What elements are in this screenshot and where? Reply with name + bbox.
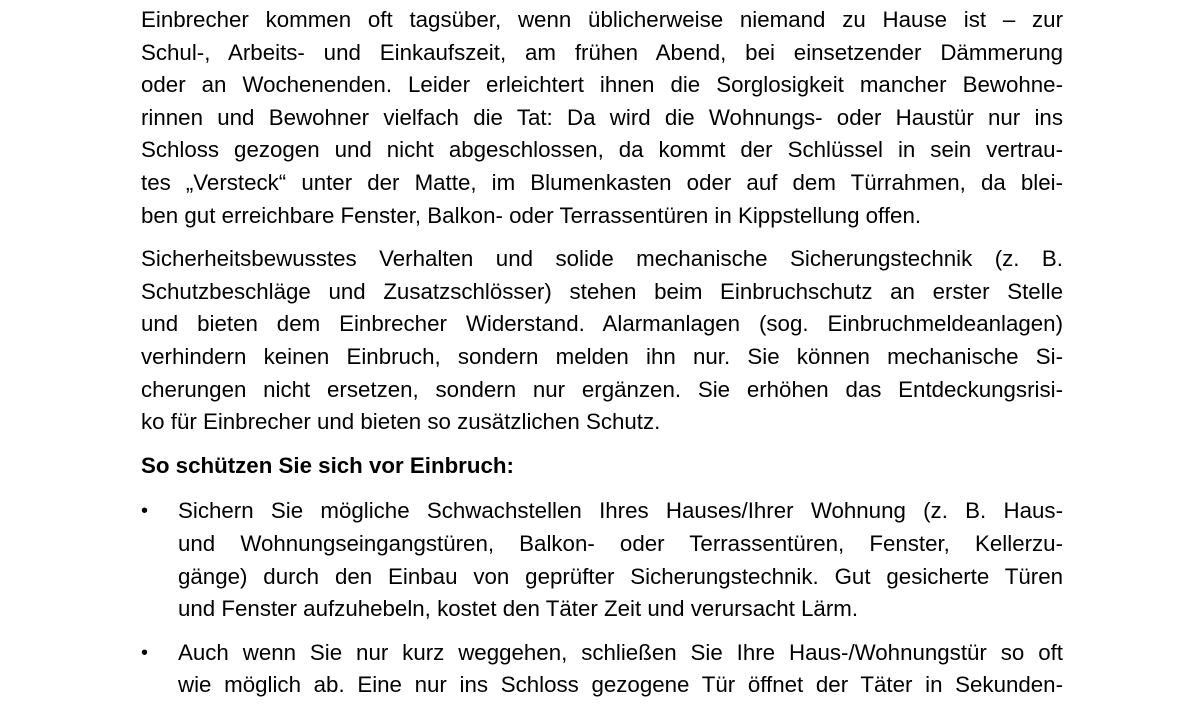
paragraph-spacer (141, 482, 1063, 495)
text-line: rinnen und Bewohner vielfach die Tat: Da wird die Wohnungs- oder Haustür nur ins (141, 104, 1063, 130)
bullet-icon: • (141, 500, 149, 523)
text-line: wie möglich ab. Eine nur ins Schloss gezogene Tür öffnet der Täter in Sekunden- (178, 672, 1063, 698)
tips-list (141, 495, 1063, 702)
text-line: gänge) durch den Einbau von geprüfter Sicherungstechnik. Gut gesicherte Türen (178, 563, 1063, 589)
text-line: Schloss gezogen und nicht abgeschlossen, da kommt der Schlüssel in sein vertrau- (141, 137, 1063, 163)
text-line: Sicherheitsbewusstes Verhalten und solide mechanische Sicherungstechnik (z. B. (141, 246, 1063, 272)
paragraph-spacer (141, 439, 1063, 450)
text-line: und Fenster aufzuhebeln, kostet den Täter Zeit und verursacht Lärm. (178, 596, 859, 622)
paragraph-security (141, 243, 1063, 439)
text-line: Auch wenn Sie nur kurz weggehen, schließen Sie Ihre Haus-/Wohnungstür so oft (178, 639, 1063, 665)
text-line: Schul-, Arbeits- und Einkaufszeit, am frühen Abend, bei einsetzender Dämmerung (141, 39, 1063, 65)
document-page (141, 4, 1063, 702)
list-item (141, 495, 1063, 625)
text-line: tes „Versteck“ unter der Matte, im Blumenkasten oder auf dem Türrahmen, da blei- (141, 169, 1063, 195)
text-line: ko für Einbrecher und bieten so zusätzlichen Schutz. (141, 409, 661, 435)
text-line: Einbrecher kommen oft tagsüber, wenn üblicherweise niemand zu Hause ist – zur (141, 7, 1063, 32)
text-line: verhindern keinen Einbruch, sondern melden ihn nur. Sie können mechanische Si- (141, 343, 1063, 369)
text-line: Sichern Sie mögliche Schwachstellen Ihres Hauses/Ihrer Wohnung (z. B. Haus- (178, 498, 1063, 524)
text-line: und bieten dem Einbrecher Widerstand. Alarmanlagen (sog. Einbruchmeldeanlagen) (141, 311, 1063, 337)
text-line: und Wohnungseingangstüren, Balkon- oder Terrassentüren, Fenster, Kellerzu- (178, 530, 1063, 556)
bullet-icon: • (141, 641, 149, 664)
text-line: ben gut erreichbare Fenster, Balkon- oder Terrassentüren in Kippstellung offen. (141, 202, 922, 228)
paragraph-intro (141, 4, 1063, 232)
section-heading: So schützen Sie sich vor Einbruch: (141, 452, 514, 478)
list-item (141, 637, 1063, 702)
list-spacer (141, 626, 1063, 637)
text-line: Schutzbeschläge und Zusatzschlösser) stehen beim Einbruchschutz an erster Stelle (141, 278, 1063, 304)
paragraph-spacer (141, 232, 1063, 243)
text-line: oder an Wochenenden. Leider erleichtert ihnen die Sorglosigkeit mancher Bewohne- (141, 72, 1063, 98)
text-line: cherungen nicht ersetzen, sondern nur ergänzen. Sie erhöhen das Entdeckungsrisi- (141, 376, 1063, 402)
